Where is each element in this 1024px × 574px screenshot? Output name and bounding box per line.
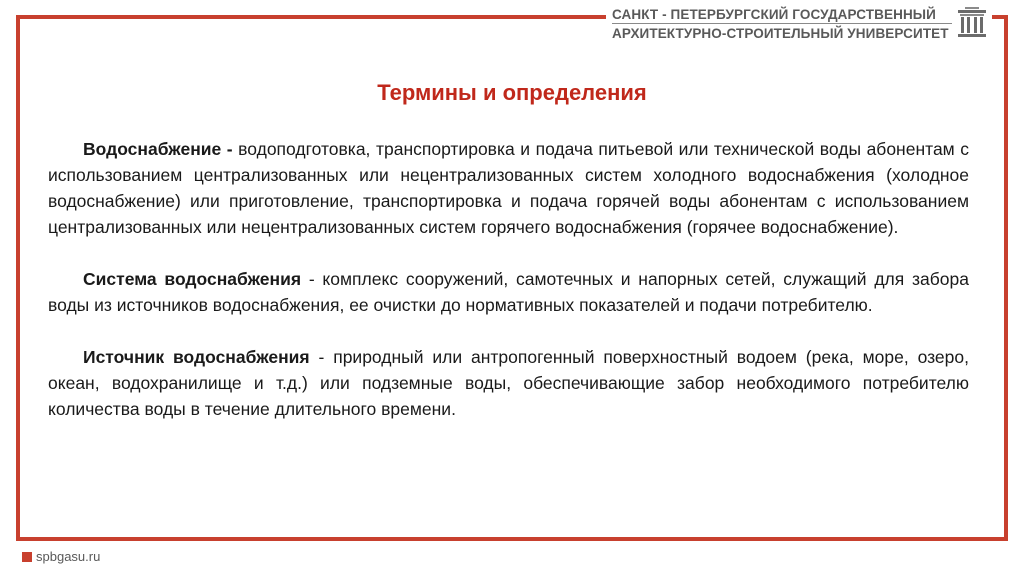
definitions-content [48, 136, 969, 422]
frame-bottom-border [16, 537, 1008, 541]
university-name-divider [612, 23, 952, 24]
slide-title: Термины и определения [377, 80, 647, 105]
definition-paragraph [48, 136, 969, 240]
definition-term: Водоснабжение - [83, 139, 233, 159]
university-name-line1: САНКТ - ПЕТЕРБУРГСКИЙ ГОСУДАРСТВЕННЫЙ [612, 7, 936, 22]
frame-top-border-left [16, 15, 606, 19]
footer-marker [22, 552, 32, 562]
definition-term: Система водоснабжения [83, 269, 302, 289]
definition-text: водоподготовка, транспортировка и подача питьевой или технической воды абонентам с использованием централизованных или нецентрализованных систем холодного водоснабжения (холодное водоснабжение) или приготовление, транспортировка и подача горячей воды абонентам с использованием централизованных или нецентрализованных систем горячего водоснабжения (горячее водоснабжение). [48, 139, 969, 237]
university-name-line2: АРХИТЕКТУРНО-СТРОИТЕЛЬНЫЙ УНИВЕРСИТЕТ [612, 26, 949, 41]
definition-text: - природный или антропогенный поверхностный водоем (река, море, озеро, океан, водохранилище и т.д.) или подземные воды, обеспечивающие забор необходимого потребителю количества воды в течение длительного времени. [48, 347, 969, 419]
university-name [612, 5, 952, 43]
footer-website: spbgasu.ru [36, 549, 101, 564]
definition-term: Источник водоснабжения [83, 347, 310, 367]
definition-paragraph [48, 344, 969, 422]
definition-text: - комплекс сооружений, самотечных и напорных сетей, служащий для забора воды из источников водоснабжения, ее очистки до нормативных показателей и подачи потребителю. [48, 269, 969, 315]
definition-paragraph [48, 266, 969, 318]
university-building-icon [956, 6, 988, 40]
